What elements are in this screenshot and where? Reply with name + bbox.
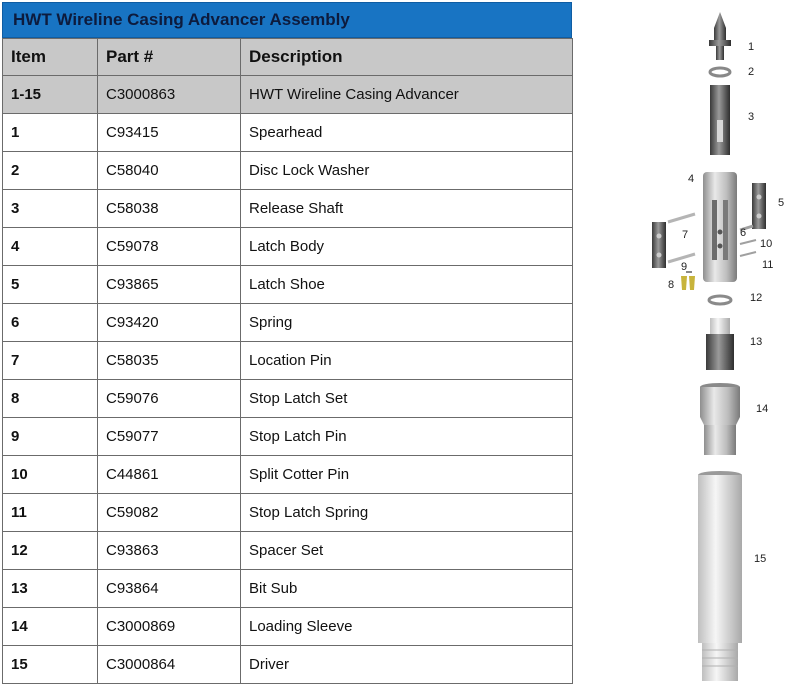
table-row: [3, 418, 573, 456]
description-cell: HWT Wireline Casing Advancer: [241, 76, 573, 114]
item-cell: 1: [3, 114, 98, 152]
part-spearhead: [709, 12, 731, 60]
callout-4: 4: [688, 173, 695, 185]
header-item: Item: [3, 39, 98, 76]
callout-12: 12: [750, 292, 763, 304]
item-cell: 12: [3, 532, 98, 570]
table-title-bar: [2, 2, 572, 38]
callout-11: 11: [762, 259, 774, 271]
part-driver: [698, 471, 742, 681]
item-cell: 10: [3, 456, 98, 494]
callout-7: 7: [682, 229, 689, 241]
description-cell: Spacer Set: [241, 532, 573, 570]
item-cell: 4: [3, 228, 98, 266]
item-cell: 1-15: [3, 76, 98, 114]
description-cell: Loading Sleeve: [241, 608, 573, 646]
part-disc-lock-washer: [710, 68, 730, 76]
part-stop-latch-spring: [740, 252, 756, 256]
table-row: [3, 266, 573, 304]
callout-13: 13: [750, 336, 763, 348]
item-cell: 14: [3, 608, 98, 646]
callout-8: 8: [668, 279, 675, 291]
part-number-cell: C93420: [98, 304, 241, 342]
part-number-cell: C3000863: [98, 76, 241, 114]
part-stop-latch-set: [681, 276, 695, 290]
table-row: [3, 190, 573, 228]
callout-15: 15: [754, 553, 767, 565]
table-row: [3, 228, 573, 266]
callout-10: 10: [760, 238, 773, 250]
table-row: [3, 76, 573, 114]
table-row: [3, 646, 573, 684]
callout-5: 5: [778, 197, 785, 209]
exploded-assembly-diagram: [640, 0, 800, 688]
description-cell: Split Cotter Pin: [241, 456, 573, 494]
table-row: [3, 152, 573, 190]
callout-3: 3: [748, 111, 755, 123]
callout-6: 6: [740, 227, 747, 239]
part-number-cell: C44861: [98, 456, 241, 494]
table-row: [3, 532, 573, 570]
table-row: [3, 304, 573, 342]
item-cell: 8: [3, 380, 98, 418]
part-number-cell: C58035: [98, 342, 241, 380]
description-cell: Stop Latch Set: [241, 380, 573, 418]
part-number-cell: C58038: [98, 190, 241, 228]
item-cell: 2: [3, 152, 98, 190]
item-cell: 9: [3, 418, 98, 456]
description-cell: Spearhead: [241, 114, 573, 152]
table-header-row: [3, 39, 573, 76]
table-row: [3, 570, 573, 608]
parts-table: [2, 38, 573, 684]
table-row: [3, 456, 573, 494]
part-number-cell: C58040: [98, 152, 241, 190]
description-cell: Release Shaft: [241, 190, 573, 228]
description-cell: Driver: [241, 646, 573, 684]
table-title: HWT Wireline Casing Advancer Assembly: [13, 10, 350, 29]
item-cell: 6: [3, 304, 98, 342]
table-row: [3, 342, 573, 380]
item-cell: 5: [3, 266, 98, 304]
part-number-cell: C59082: [98, 494, 241, 532]
description-cell: Latch Body: [241, 228, 573, 266]
description-cell: Location Pin: [241, 342, 573, 380]
item-cell: 15: [3, 646, 98, 684]
part-loading-sleeve: [700, 383, 740, 455]
table-row: [3, 380, 573, 418]
description-cell: Stop Latch Pin: [241, 418, 573, 456]
parts-table-panel: [2, 2, 572, 684]
part-number-cell: C59078: [98, 228, 241, 266]
part-latch-body: [703, 172, 737, 282]
callout-14: 14: [756, 403, 769, 415]
part-number-cell: C3000869: [98, 608, 241, 646]
callout-1: 1: [748, 41, 755, 53]
part-spacer-set: [709, 296, 731, 304]
callout-9: 9: [681, 261, 688, 273]
description-cell: Spring: [241, 304, 573, 342]
item-cell: 3: [3, 190, 98, 228]
header-part-number: Part #: [98, 39, 241, 76]
description-cell: Bit Sub: [241, 570, 573, 608]
part-number-cell: C59077: [98, 418, 241, 456]
item-cell: 7: [3, 342, 98, 380]
part-number-cell: C93415: [98, 114, 241, 152]
part-release-shaft: [710, 85, 730, 155]
description-cell: Stop Latch Spring: [241, 494, 573, 532]
item-cell: 13: [3, 570, 98, 608]
description-cell: Latch Shoe: [241, 266, 573, 304]
part-latch-shoe: [752, 183, 766, 229]
part-number-cell: C93864: [98, 570, 241, 608]
item-cell: 11: [3, 494, 98, 532]
part-number-cell: C59076: [98, 380, 241, 418]
part-split-cotter-pin: [740, 240, 756, 244]
part-number-cell: C93865: [98, 266, 241, 304]
callout-2: 2: [748, 66, 755, 78]
part-bit-sub: [706, 318, 734, 370]
part-number-cell: C93863: [98, 532, 241, 570]
part-location-pin: [652, 214, 695, 268]
description-cell: Disc Lock Washer: [241, 152, 573, 190]
table-row: [3, 608, 573, 646]
table-row: [3, 494, 573, 532]
header-description: Description: [241, 39, 573, 76]
part-number-cell: C3000864: [98, 646, 241, 684]
table-row: [3, 114, 573, 152]
